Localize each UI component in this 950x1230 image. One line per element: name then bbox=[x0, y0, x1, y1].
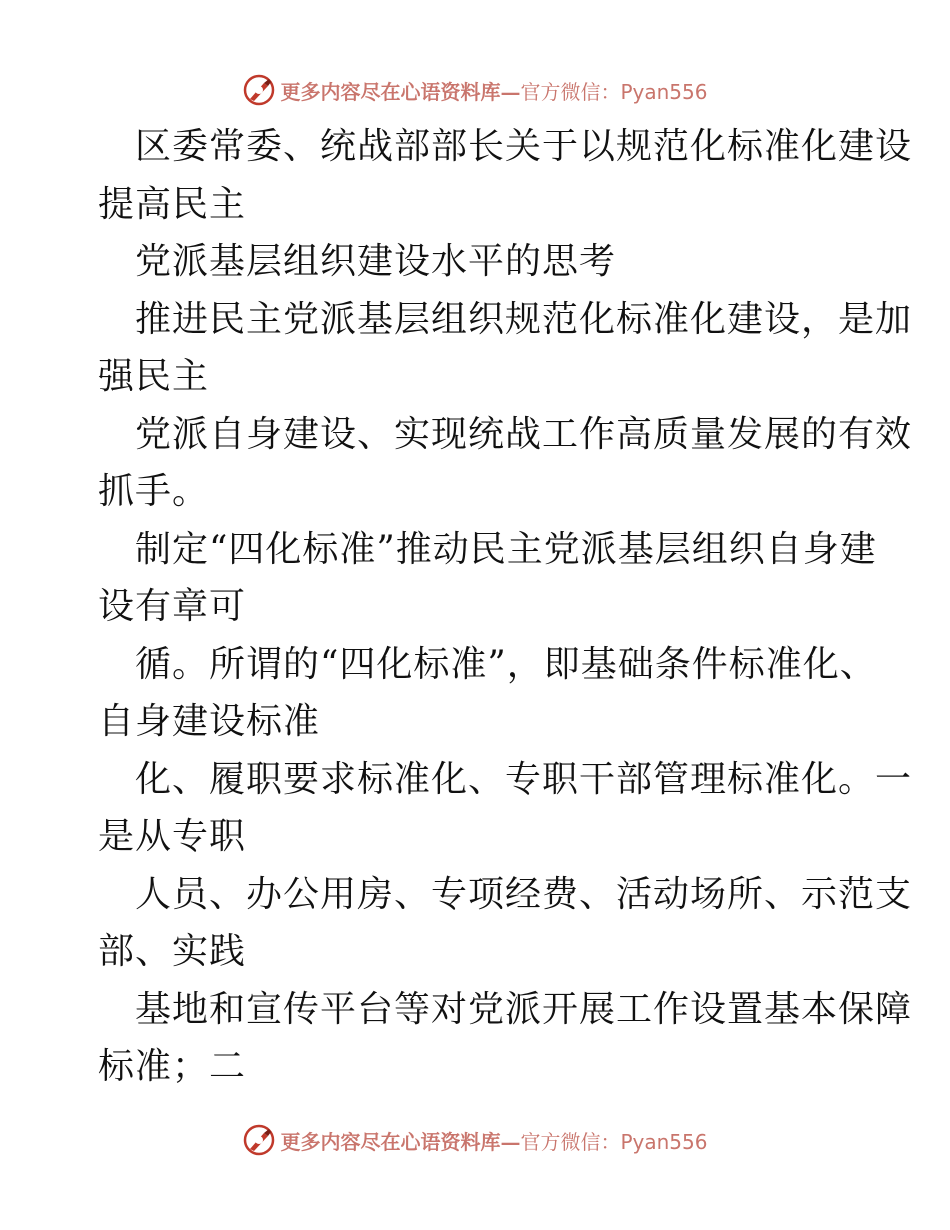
text-line: 循。所谓的“四化标准”，即基础条件标准化、 bbox=[135, 643, 877, 685]
watermark-text: 更多内容尽在心语资料库— bbox=[280, 79, 521, 104]
text-line: 区委常委、统战部部长关于以规范化标准化建设 bbox=[135, 126, 913, 167]
pen-logo-icon bbox=[242, 73, 276, 107]
footer-watermark bbox=[0, 1120, 950, 1160]
text-line: 推进民主党派基层组织规范化标准化建设，是加 bbox=[135, 298, 913, 340]
watermark-wechat: 官方微信：Pyan556 bbox=[520, 1129, 708, 1154]
text-line: 设有章可 bbox=[98, 586, 247, 627]
watermark-text: 更多内容尽在心语资料库— bbox=[280, 1129, 521, 1154]
text-line: 化、履职要求标准化、专职干部管理标准化。一 bbox=[135, 758, 913, 800]
text-line: 抓手。 bbox=[98, 471, 210, 512]
document-body bbox=[98, 118, 913, 1096]
header-watermark bbox=[0, 70, 950, 110]
text-line: 部、实践 bbox=[98, 931, 247, 972]
pen-logo-icon bbox=[242, 1123, 276, 1157]
text-line: 制定“四化标准”推动民主党派基层组织自身建 bbox=[135, 528, 877, 570]
text-line: 标准；二 bbox=[98, 1046, 247, 1087]
text-line: 党派基层组织建设水平的思考 bbox=[135, 241, 617, 282]
text-line: 人员、办公用房、专项经费、活动场所、示范支 bbox=[135, 873, 913, 915]
watermark-wechat: 官方微信：Pyan556 bbox=[520, 79, 708, 104]
text-line: 基地和宣传平台等对党派开展工作设置基本保障 bbox=[135, 988, 913, 1030]
text-line: 是从专职 bbox=[98, 816, 247, 857]
text-line: 自身建设标准 bbox=[98, 701, 321, 742]
text-line: 强民主 bbox=[98, 356, 210, 397]
text-line: 提高民主 bbox=[98, 183, 247, 225]
text-line: 党派自身建设、实现统战工作高质量发展的有效 bbox=[135, 413, 913, 455]
